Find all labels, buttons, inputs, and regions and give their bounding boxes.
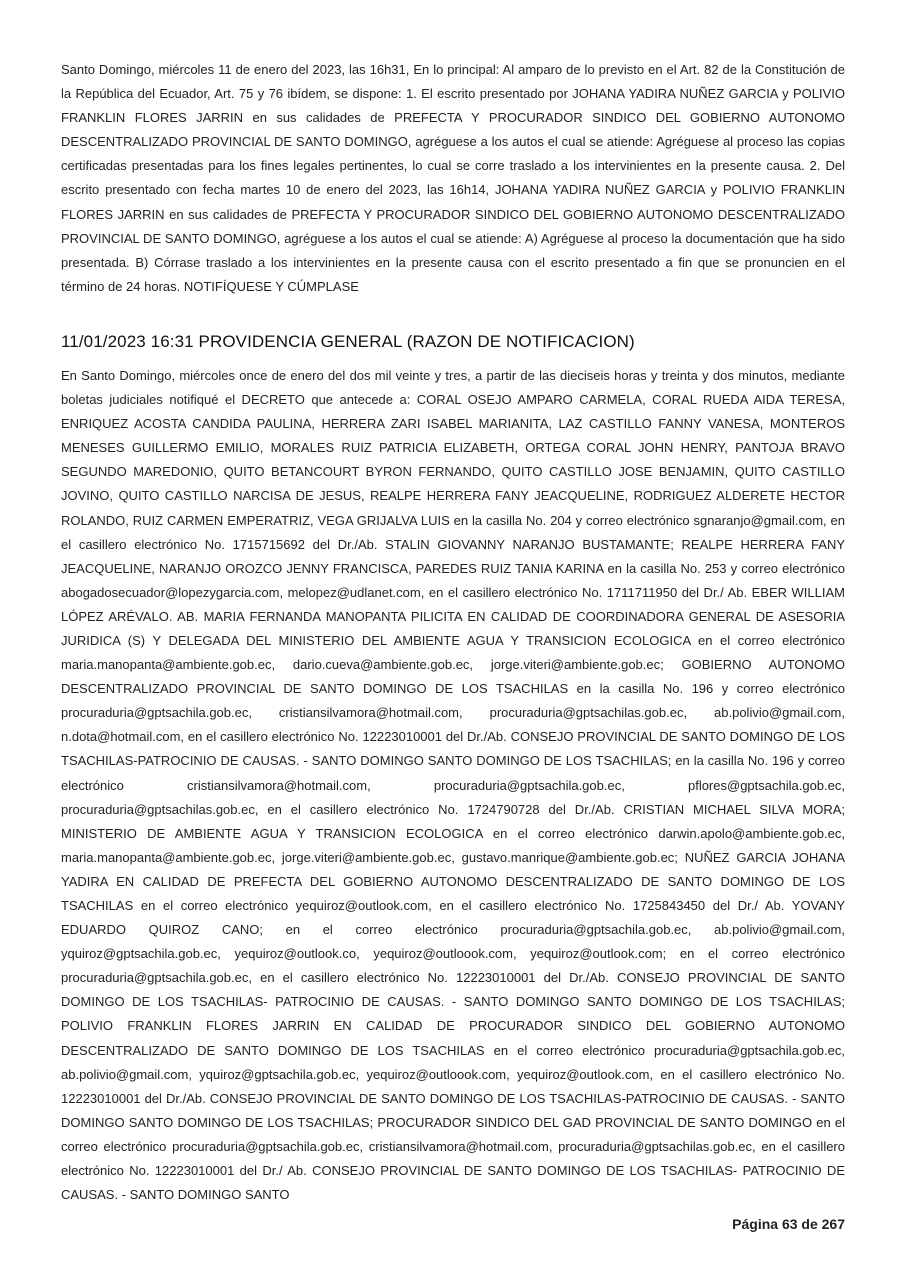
notification-paragraph: En Santo Domingo, miércoles once de enero del dos mil veinte y tres, a partir de las dieciseis horas y treinta y dos minutos, mediante boletas judiciales notifiqué el DECRETO que antecede a: CORAL OSEJO AMPARO CARMELA, CORAL RUEDA AIDA TERESA, ENRIQUEZ ACOSTA CANDIDA PAULINA, HERRERA ZARI ISABEL MARIANITA, LAZ CASTILLO FANNY VANESA, MONTEROS MENESES GUILLERMO EMILIO, MORALES RUIZ PATRICIA ELIZABETH, ORTEGA CORAL JOHN HENRY, PANTOJA BRAVO SEGUNDO MAREDONIO, QUITO BETANCOURT BYRON FERNANDO, QUITO CASTILLO JOSE BENJAMIN, QUITO CASTILLO JOVINO, QUITO CASTILLO NARCISA DE JESUS, REALPE HERRERA FANY JEACQUELINE, RODRIGUEZ ALDERETE HECTOR ROLANDO, RUIZ CARMEN EMPERATRIZ, VEGA GRIJALVA LUIS en la casilla No. 204 y correo electrónico sgnaranjo@gmail.com, en el casillero electrónico No. 1715715692 del Dr./Ab. STALIN GIOVANNY NARANJO BUSTAMANTE; REALPE HERRERA FANY JEACQUELINE, NARANJO OROZCO JENNY FRANCISCA, PAREDES RUIZ TANIA KARINA en la casilla No. 253 y correo electrónico abogadosecuador@lopezygarcia.com, melopez@udlanet.com, en el casillero electrónico No. 1711711950 del Dr./ Ab. EBER WILLIAM LÓPEZ ARÉVALO. AB. MARIA FERNANDA MANOPANTA PILICITA EN CALIDAD DE COORDINADORA GENERAL DE ASESORIA JURIDICA (S) Y DELEGADA DEL MINISTERIO DEL AMBIENTE AGUA Y TRANSICION ECOLOGICA en el correo electrónico maria.manopanta@ambiente.gob.ec, dario.cueva@ambiente.gob.ec, jorge.viteri@ambiente.gob.ec; GOBIERNO AUTONOMO DESCENTRALIZADO PROVINCIAL DE SANTO DOMINGO DE LOS TSACHILAS en la casilla No. 196 y correo electrónico procuraduria@gptsachila.gob.ec, cristiansilvamora@hotmail.com, procuraduria@gptsachilas.gob.ec, ab.polivio@gmail.com, n.dota@hotmail.com, en el casillero electrónico No. 12223010001 del Dr./Ab. CONSEJO PROVINCIAL DE SANTO DOMINGO DE LOS TSACHILAS-PATROCINIO DE CAUSAS. - SANTO DOMINGO SANTO DOMINGO DE LOS TSACHILAS; en la casilla No. 196 y correo electrónico cristiansilvamora@hotmail.com, procuraduria@gptsachila.gob.ec, pflores@gptsachila.gob.ec, procuraduria@gptsachilas.gob.ec, en el casillero electrónico No. 1724790728 del Dr./Ab. CRISTIAN MICHAEL SILVA MORA; MINISTERIO DE AMBIENTE AGUA Y TRANSICION ECOLOGICA en el correo electrónico darwin.apolo@ambiente.gob.ec, maria.manopanta@ambiente.gob.ec, jorge.viteri@ambiente.gob.ec, gustavo.manrique@ambiente.gob.ec; NUÑEZ GARCIA JOHANA YADIRA EN CALIDAD DE PREFECTA DEL GOBIERNO AUTONOMO DESCENTRALIZADO DE SANTO DOMINGO DE LOS TSACHILAS en el correo electrónico yequiroz@outlook.com, en el casillero electrónico No. 1725843450 del Dr./ Ab. YOVANY EDUARDO QUIROZ CANO; en el correo electrónico procuraduria@gptsachila.gob.ec, ab.polivio@gmail.com, yquiroz@gptsachila.gob.ec, yequiroz@outlook.co, yequiroz@outloook.com, yequiroz@outlook.com; en el correo electrónico procuraduria@gptsachila.gob.ec, en el casillero electrónico No. 12223010001 del Dr./Ab. CONSEJO PROVINCIAL DE SANTO DOMINGO DE LOS TSACHILAS- PATROCINIO DE CAUSAS. - SANTO DOMINGO SANTO DOMINGO DE LOS TSACHILAS; POLIVIO FRANKLIN FLORES JARRIN EN CALIDAD DE PROCURADOR SINDICO DEL GOBIERNO AUTONOMO DESCENTRALIZADO DE SANTO DOMINGO DE LOS TSACHILAS en el correo electrónico procuraduria@gptsachila.gob.ec, ab.polivio@gmail.com, yquiroz@gptsachila.gob.ec, yequiroz@outloook.com, yequiroz@outlook.com, en el casillero electrónico No. 12223010001 del Dr./Ab. CONSEJO PROVINCIAL DE SANTO DOMINGO DE LOS TSACHILAS-PATROCINIO DE CAUSAS. - SANTO DOMINGO SANTO DOMINGO DE LOS TSACHILAS; PROCURADOR SINDICO DEL GAD PROVINCIAL DE SANTO DOMINGO en el correo electrónico procuraduria@gptsachila.gob.ec, cristiansilvamora@hotmail.com, procuraduria@gptsachilas.gob.ec, en el casillero electrónico No. 12223010001 del Dr./ Ab. CONSEJO PROVINCIAL DE SANTO DOMINGO DE LOS TSACHILAS- PATROCINIO DE CAUSAS. - SANTO DOMINGO SANTO bbox=[61, 367, 845, 1203]
page-number: Página 63 de 267 bbox=[732, 1216, 845, 1232]
section-heading: 11/01/2023 16:31 PROVIDENCIA GENERAL (RAZON DE NOTIFICACION) bbox=[61, 331, 635, 351]
document-page bbox=[61, 58, 845, 1207]
decree-paragraph: Santo Domingo, miércoles 11 de enero del 2023, las 16h31, En lo principal: Al amparo de lo previsto en el Art. 82 de la Constitución de la República del Ecuador, Art. 75 y 76 ibídem, se dispone: 1. El escrito presentado por JOHANA YADIRA NUÑEZ GARCIA y POLIVIO FRANKLIN FLORES JARRIN en sus calidades de PREFECTA Y PROCURADOR SINDICO DEL GOBIERNO AUTONOMO DESCENTRALIZADO PROVINCIAL DE SANTO DOMINGO, agréguese a los autos el cual se atiende: Agréguese al proceso las copias certificadas presentadas para los fines legales pertinentes, lo cual se corre traslado a los intervinientes en la presente causa. 2. Del escrito presentado con fecha martes 10 de enero del 2023, las 16h14, JOHANA YADIRA NUÑEZ GARCIA y POLIVIO FRANKLIN FLORES JARRIN en sus calidades de PREFECTA Y PROCURADOR SINDICO DEL GOBIERNO AUTONOMO DESCENTRALIZADO PROVINCIAL DE SANTO DOMINGO, agréguese a los autos el cual se atiende: A) Agréguese al proceso la documentación que ha sido presentada. B) Córrase traslado a los intervinientes en la presente causa con el escrito presentado a fin que se pronuncien en el término de 24 horas. NOTIFÍQUESE Y CÚMPLASE bbox=[61, 62, 845, 294]
